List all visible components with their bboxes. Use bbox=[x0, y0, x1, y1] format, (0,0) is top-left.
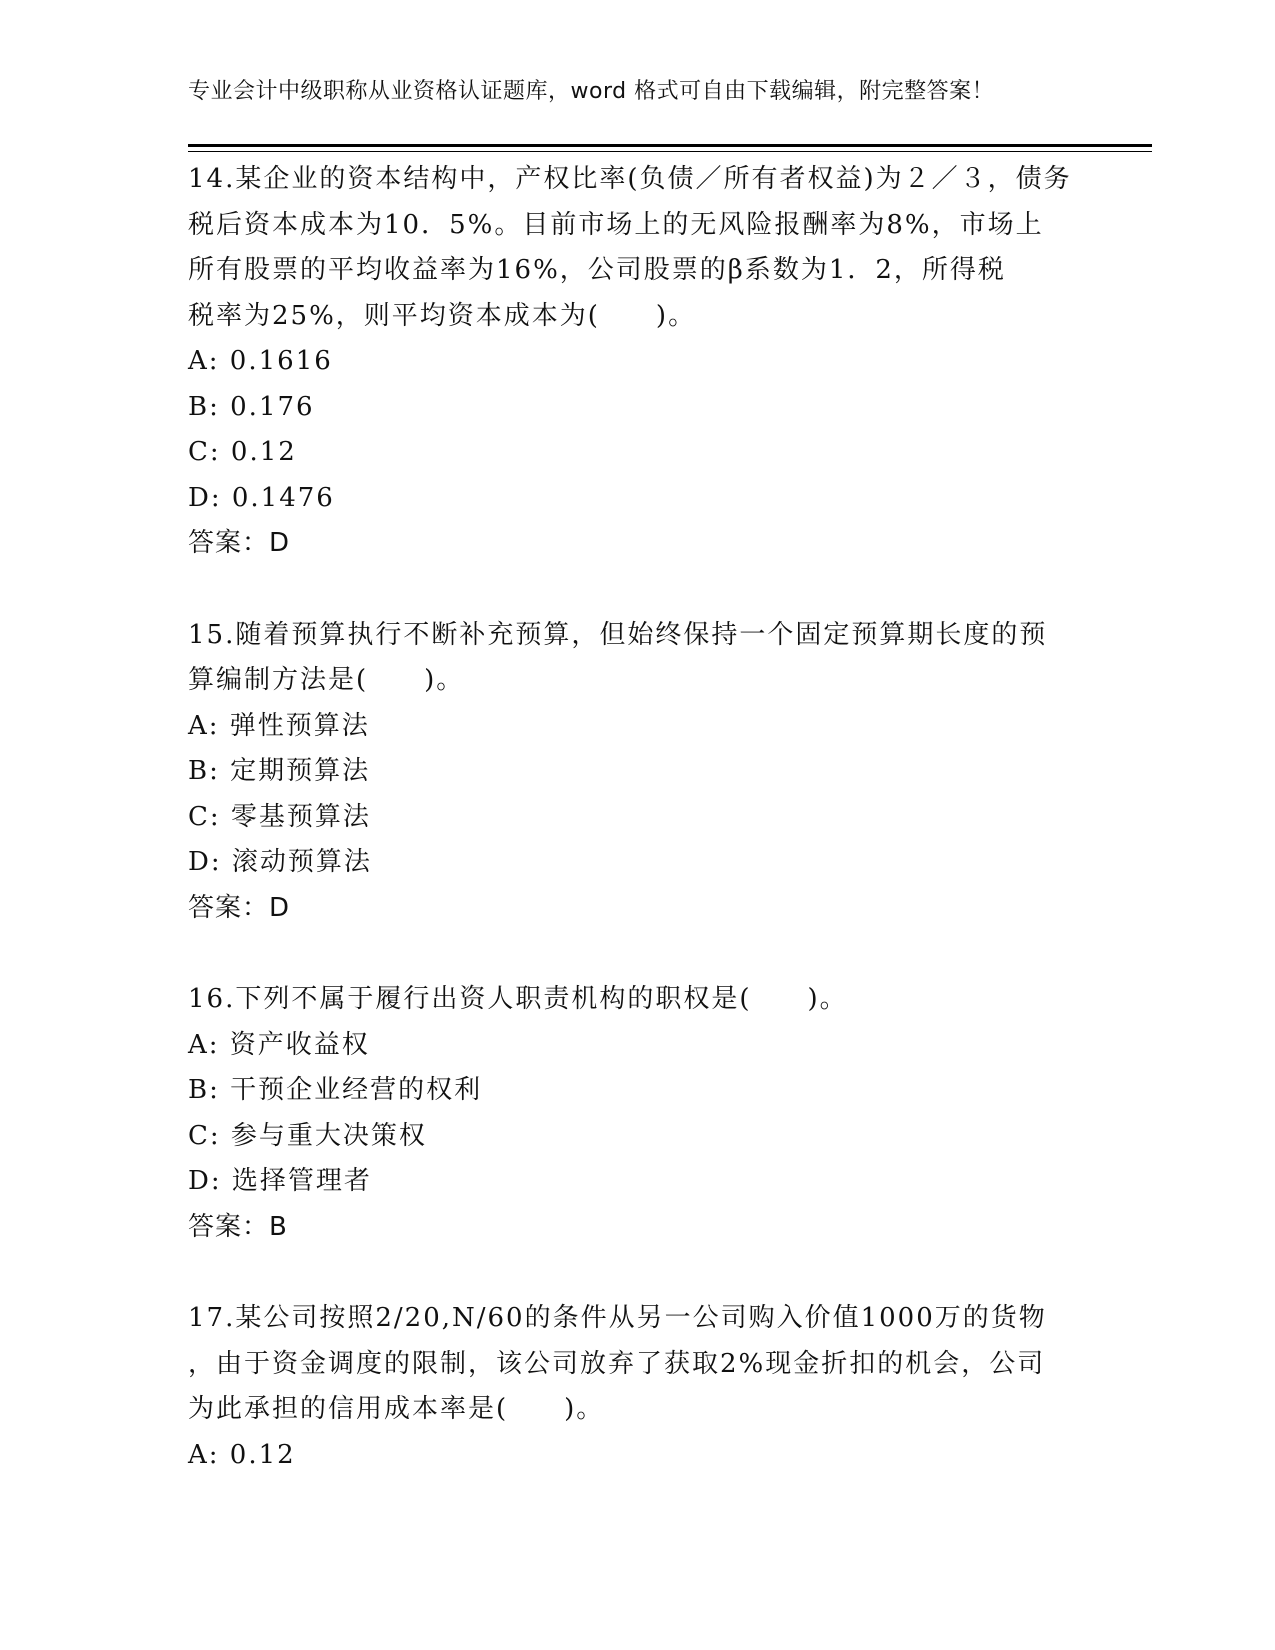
option-c: C: 参与重大决策权 bbox=[188, 1120, 427, 1151]
option-d: D: 滚动预算法 bbox=[188, 847, 372, 877]
question-14 bbox=[188, 157, 1088, 567]
page-header: 专业会计中级职称从业资格认证题库，word 格式可自由下载编辑，附完整答案！ bbox=[188, 79, 995, 104]
option-b: B: 干预企业经营的权利 bbox=[188, 1075, 483, 1105]
option-d: D: 选择管理者 bbox=[188, 1166, 372, 1196]
question-text-line: 为此承担的信用成本率是( )。 bbox=[188, 1394, 605, 1424]
option-b: B: 0.176 bbox=[188, 391, 315, 422]
header-rule-thin bbox=[188, 151, 1152, 152]
option-a: A: 资产收益权 bbox=[188, 1029, 370, 1060]
answer-label: 答案：B bbox=[188, 1211, 288, 1242]
question-text-line: 所有股票的平均收益率为16%，公司股票的β系数为1．2，所得税 bbox=[188, 255, 1006, 285]
question-text-line: 算编制方法是( )。 bbox=[188, 665, 465, 695]
option-a: A: 0.1616 bbox=[188, 346, 333, 376]
option-c: C: 0.12 bbox=[188, 437, 297, 467]
question-16 bbox=[188, 977, 1088, 1250]
question-text-line: 14.某企业的资本结构中，产权比率(负债／所有者权益)为２／３，债务 bbox=[188, 164, 1072, 194]
question-text-line: ，由于资金调度的限制，该公司放弃了获取2%现金折扣的机会，公司 bbox=[188, 1348, 1046, 1379]
answer-label: 答案：D bbox=[188, 892, 291, 923]
question-text-line: 税率为25%，则平均资本成本为( )。 bbox=[188, 300, 697, 331]
question-text-line: 17.某公司按照2/20,N/60的条件从另一公司购入价值1000万的货物 bbox=[188, 1303, 1047, 1333]
question-text-line: 15.随着预算执行不断补充预算，但始终保持一个固定预算期长度的预 bbox=[188, 619, 1048, 650]
option-c: C: 零基预算法 bbox=[188, 801, 371, 832]
question-15 bbox=[188, 613, 1088, 932]
question-17 bbox=[188, 1296, 1088, 1478]
question-text-line: 税后资本成本为10．5%。目前市场上的无风险报酬率为8%，市场上 bbox=[188, 209, 1044, 240]
answer-label: 答案：D bbox=[188, 528, 291, 558]
option-a: A: 弹性预算法 bbox=[188, 710, 370, 741]
header-rule-thick bbox=[188, 144, 1152, 147]
question-text-line: 16.下列不属于履行出资人职责机构的职权是( )。 bbox=[188, 984, 848, 1014]
question-list bbox=[188, 157, 1088, 1524]
option-d: D: 0.1476 bbox=[188, 482, 335, 513]
option-a: A: 0.12 bbox=[188, 1439, 296, 1470]
option-b: B: 定期预算法 bbox=[188, 756, 371, 786]
